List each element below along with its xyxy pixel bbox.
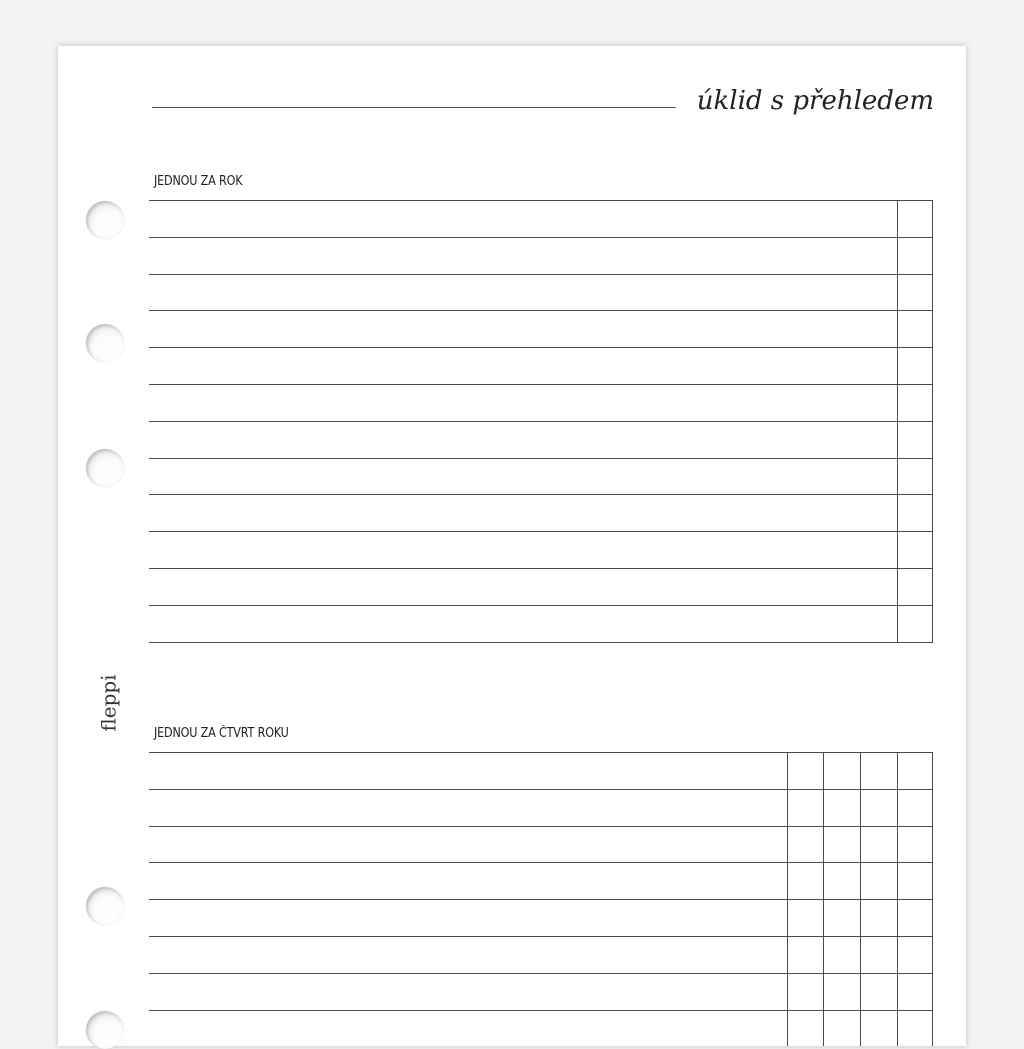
quarterly-checklist xyxy=(149,752,933,1046)
page-title: úklid s přehledem xyxy=(696,86,934,116)
section-label-quarterly: JEDNOU ZA ČTVRT ROKU xyxy=(154,726,289,741)
checklist-grid xyxy=(58,46,966,1046)
brand-logo: fleppi xyxy=(96,674,121,732)
section-label-yearly: JEDNOU ZA ROK xyxy=(154,174,243,189)
yearly-checklist xyxy=(149,200,933,643)
planner-sheet xyxy=(58,46,966,1046)
